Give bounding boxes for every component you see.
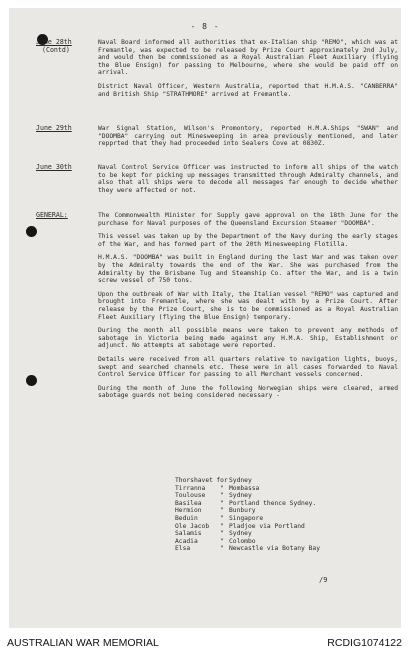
ship-row	[175, 515, 395, 523]
date-label: GENERAL:	[36, 211, 68, 219]
ship-destination: Sydney	[229, 477, 252, 484]
ship-name: Elsa	[175, 545, 191, 553]
ship-ditto: "	[220, 522, 224, 530]
ship-row	[175, 523, 395, 531]
ship-destination: Bunbury	[229, 507, 256, 515]
ship-name: Salamis	[175, 530, 202, 538]
paragraph: This vessel was taken up by the Department of the Navy during the early stages of the War, and has formed part of the 20th Minesweeping Flotilla.	[98, 233, 398, 248]
entry-text	[98, 39, 398, 104]
ship-ditto: "	[220, 514, 224, 522]
ship-ditto: "	[220, 545, 224, 553]
ship-destination: Mombassa	[229, 484, 260, 492]
ship-ditto: "	[220, 530, 224, 538]
ship-destination: Singapore	[229, 514, 264, 522]
ship-row	[175, 500, 395, 508]
paragraph: War Signal Station, Wilson's Promontory, reported H.M.A.Ships "SWAN" and "DOOMBA" carrying out Minesweeping in area previously mentioned, and later repprted that they had proceeded into Sealers Cove at 0830Z.	[98, 125, 398, 148]
date-label: June 28th	[36, 38, 72, 46]
paragraph: Naval Board informed all authorities that ex-Italian ship "REMO", which was at Fremantle, was expected to be released by Prize Court approximately 2nd July, and would then be commissioned as a Royal Australian Fleet Auxiliary (flying the Blue Ensign) for passing to Melbourne, where she would be paid off on arrival.	[98, 39, 398, 77]
ship-destination: Portland thence Sydney.	[229, 499, 317, 507]
paragraph: Naval Control Service Officer was instructed to inform all ships of the watch to be kept for picking up messages transmitted through Admiralty channels, and also that all ships were to decode all messages far enough to decide whether they were affected or not.	[98, 164, 398, 194]
ship-row	[175, 477, 395, 485]
ship-row	[175, 538, 395, 546]
continuation-page-number: /9	[319, 576, 328, 584]
archive-name: AUSTRALIAN WAR MEMORIAL	[7, 637, 159, 649]
punch-hole	[26, 375, 37, 386]
ship-destination: Newcastle via Botany Bay	[229, 545, 320, 553]
caption-bar	[0, 632, 408, 653]
entry-date	[36, 212, 106, 220]
paragraph: Details were received from all quarters relative to navigation lights, buoys, swept and searched channels etc. These were in all cases forwarded to Naval Control Service Officer for passing to all Merchant vessels concerned.	[98, 355, 398, 379]
ship-destination: Sydney	[229, 492, 252, 500]
ship-name: Toulouse	[175, 492, 206, 500]
paragraph: H.M.A.S. "DOOMBA" was built in England during the last War and was taken over by the Admiralty towards the end of the War. She was purchased from the Admiralty by the Brisbane Tug and Steamship Co. after the War, and is a twin screw vessel of 750 tons.	[98, 254, 398, 285]
ship-name: Thorshavet	[175, 477, 213, 484]
entry-text	[98, 125, 398, 154]
ship-ditto: "	[220, 499, 224, 507]
ship-name: Beduin	[175, 514, 198, 522]
paragraph: During the month of June the following Norwegian ships were cleared, armed sabotage guards not being considered necessary -	[98, 384, 398, 400]
ship-destination: Colombo	[229, 537, 256, 545]
ship-ditto: "	[220, 537, 224, 545]
entry-date	[36, 164, 106, 172]
date-label: June 29th	[36, 124, 72, 132]
archive-reference: RCDIG1074122	[327, 637, 402, 649]
ship-row	[175, 485, 395, 493]
entry-text	[98, 164, 398, 200]
ship-destination: Pladjoe via Portland	[229, 522, 305, 530]
entry-text	[98, 212, 398, 406]
ship-list	[175, 477, 395, 553]
document-page	[9, 8, 401, 628]
paragraph: Upon the outbreak of War with Italy, the Italian vessel "REMO" was captured and brought into Fremantle, where she was dealt with by a Prize Court. After release by the Prize Court, she is to be commissioned as a Royal Australian Fleet Auxiliary (flying the Blue Ensign) temporary.	[98, 290, 398, 321]
date-note: (Contd)	[42, 45, 70, 54]
ship-ditto: for	[216, 477, 228, 484]
ship-name: Tirranna	[175, 484, 206, 492]
ship-row	[175, 507, 395, 515]
ship-ditto: "	[220, 507, 224, 515]
ship-row	[175, 492, 395, 500]
entry-date	[36, 125, 106, 133]
page-number: - 8 -	[190, 22, 220, 31]
entry-date	[36, 39, 106, 54]
ship-name: Hermion	[175, 507, 202, 515]
ship-name: Acadia	[175, 537, 198, 545]
paragraph: The Commonwealth Minister for Supply gave approval on the 18th June for the purchase for Naval purposes of the Queensland Excursion Steamer "DOOMBA".	[98, 212, 398, 227]
date-label: June 30th	[36, 163, 72, 171]
ship-name: Basilea	[175, 499, 202, 507]
ship-ditto: "	[220, 492, 224, 500]
paragraph: During the month all possible means were taken to prevent any methods of sabotage in Victoria being made against any H.M.A. Ship, Establishment or adjunct. No attempts at sabotage were reported.	[98, 327, 398, 350]
ship-row	[175, 545, 395, 553]
paragraph: District Naval Officer, Western Australia, reported that H.M.A.S. "CANBERRA" and British Ship "STRATHMORE" arrived at Fremantle.	[98, 82, 398, 98]
ship-name: Ole Jacob	[175, 522, 210, 530]
ship-ditto: "	[220, 484, 224, 492]
punch-hole	[26, 226, 37, 237]
ship-destination: Sydney	[229, 530, 252, 538]
ship-row	[175, 530, 395, 538]
